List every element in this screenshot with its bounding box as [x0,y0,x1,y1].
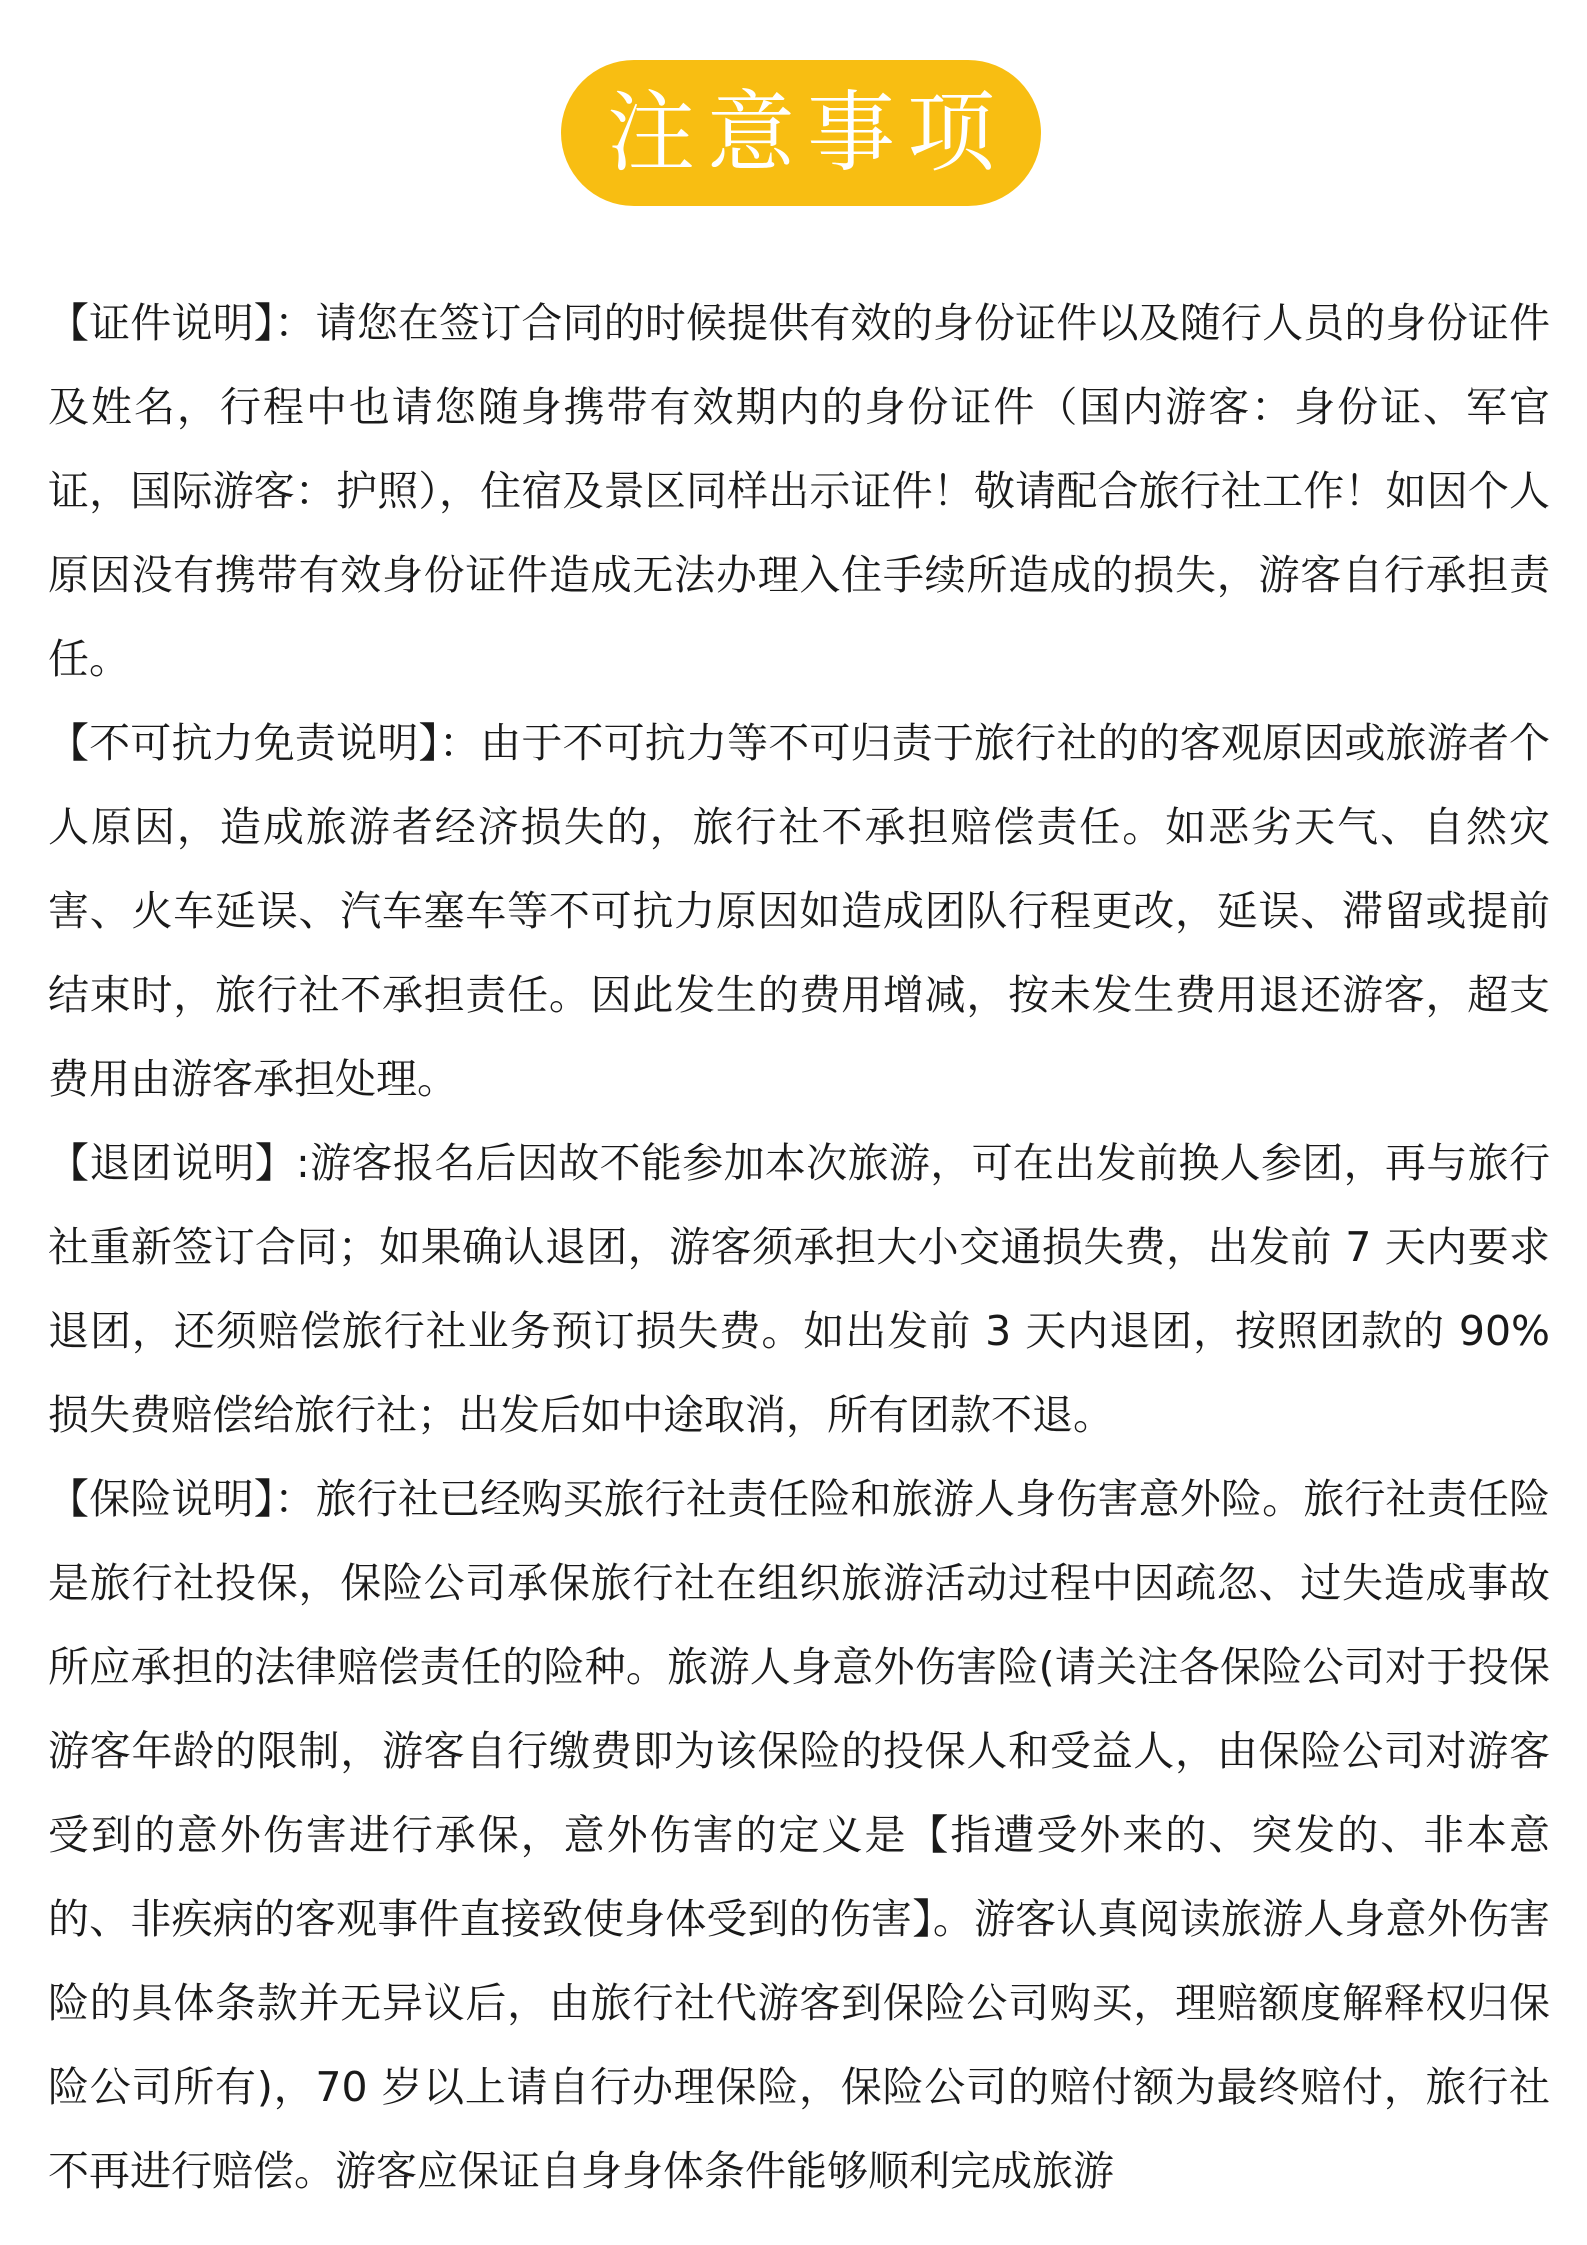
notice-content [48,281,1550,2213]
section-id-docs: 【证件说明】：请您在签订合同的时候提供有效的身份证件以及随行人员的身份证件及姓名，行程中也请您随身携带有效期内的身份证件（国内游客：身份证、军官证，国际游客：护照），住宿及景区同样出示证件！敬请配合旅行社工作！如因个人原因没有携带有效身份证件造成无法办理入住手续所造成的损失，游客自行承担责任。 [48,299,1550,683]
section-insurance: 【保险说明】：旅行社已经购买旅行社责任险和旅游人身伤害意外险。旅行社责任险是旅行社投保，保险公司承保旅行社在组织旅游活动过程中因疏忽、过失造成事故所应承担的法律赔偿责任的险种。旅游人身意外伤害险(请关注各保险公司对于投保游客年龄的限制，游客自行缴费即为该保险的投保人和受益人，由保险公司对游客受到的意外伤害进行承保，意外伤害的定义是【指遭受外来的、突发的、非本意的、非疾病的客观事件直接致使身体受到的伤害】。游客认真阅读旅游人身意外伤害险的具体条款并无异议后，由旅行社代游客到保险公司购买，理赔额度解释权归保险公司所有)，70 岁以上请自行办理保险，保险公司的赔付额为最终赔付，旅行社不再进行赔偿。游客应保证自身身体条件能够顺利完成旅游 [48,1475,1550,2195]
section-force-majeure: 【不可抗力免责说明】：由于不可抗力等不可归责于旅行社的的客观原因或旅游者个人原因，造成旅游者经济损失的，旅行社不承担赔偿责任。如恶劣天气、自然灾害、火车延误、汽车塞车等不可抗力原因如造成团队行程更改，延误、滞留或提前结束时，旅行社不承担责任。因此发生的费用增减，按未发生费用退还游客，超支费用由游客承担处理。 [48,719,1550,1103]
title-banner [561,60,1041,206]
page-title: 注意事项 [606,81,1007,184]
section-cancellation: 【退团说明】:游客报名后因故不能参加本次旅游，可在出发前换人参团，再与旅行社重新签订合同；如果确认退团，游客须承担大小交通损失费，出发前 7 天内要求退团，还须赔偿旅行社业务预订损失费。如出发前 3 天内退团，按照团款的 90%损失费赔偿给旅行社；出发后如中途取消，所有团款不退。 [48,1139,1550,1439]
